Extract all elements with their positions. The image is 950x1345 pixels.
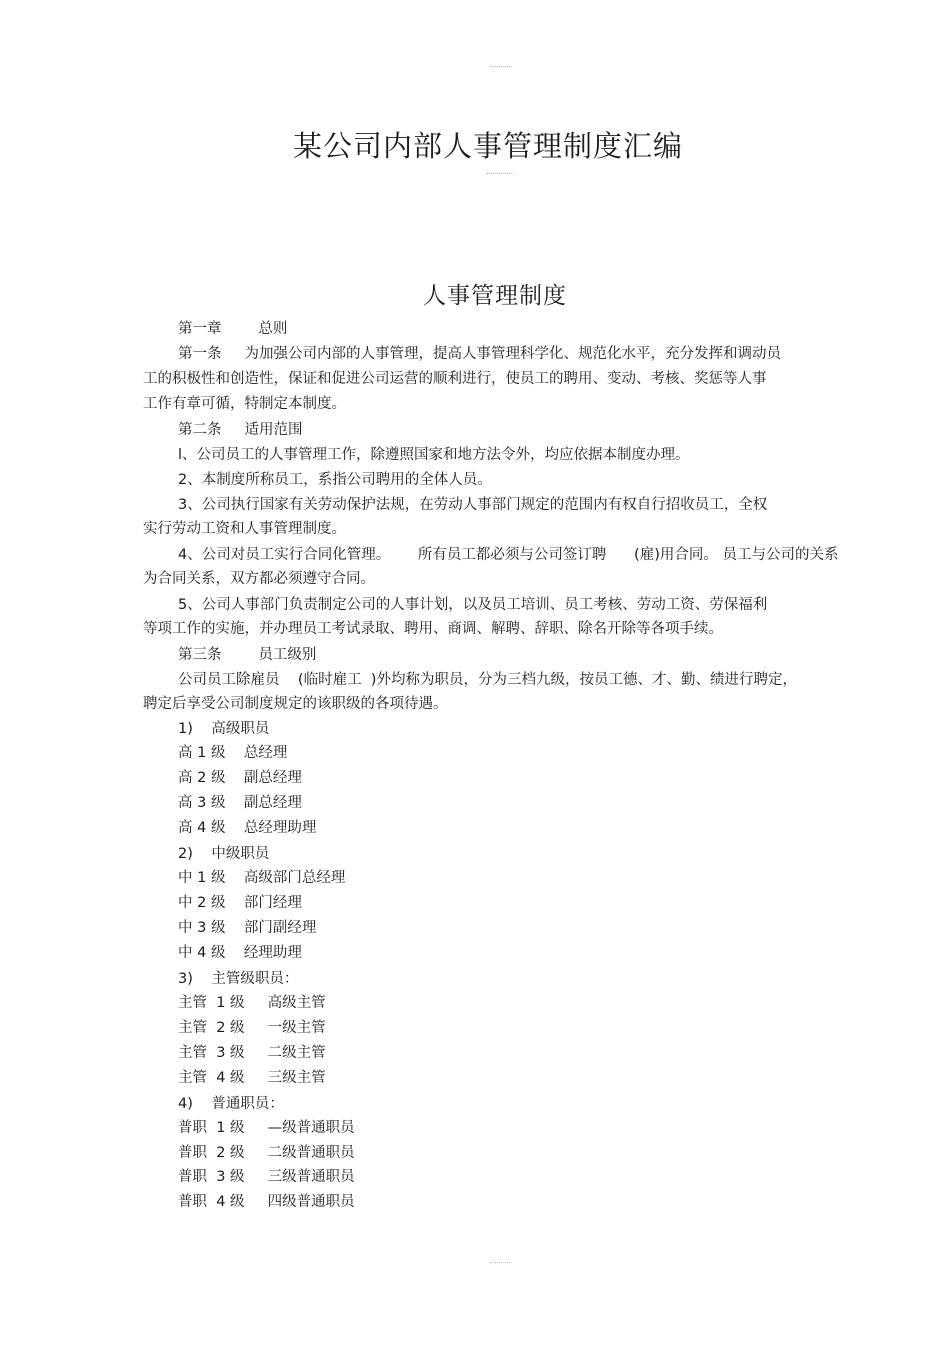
grade-item: 高 3 级 副总经理 <box>178 795 302 811</box>
article-heading: 第二条 适用范围 <box>178 422 303 438</box>
article-line: 工作有章可循，特制定本制度。 <box>143 396 346 412</box>
document-title: 某公司内部人事管理制度汇编 <box>292 129 683 163</box>
clause-line: 实行劳动工资和人事管理制度。 <box>143 521 346 537</box>
grade-group-heading: 1) 高级职员 <box>178 721 270 737</box>
grade-item: 普职 3 级 三级普通职员 <box>178 1169 355 1185</box>
grade-item: 主管 2 级 一级主管 <box>178 1020 326 1036</box>
header-dots <box>490 66 512 67</box>
article-line: 聘定后享受公司制度规定的该职级的各项待遇。 <box>143 696 448 712</box>
grade-group-heading: 4) 普通职员： <box>178 1096 284 1112</box>
grade-item: 中 2 级 部门经理 <box>178 895 302 911</box>
article-line: 工的积极性和创造性，保证和促进公司运营的顺利进行，使员工的聘用、变动、考核、奖惩等人事 <box>143 371 767 387</box>
clause-line: 2、本制度所称员工，系指公司聘用的全体人员。 <box>178 472 492 488</box>
article-heading: 第三条 员工级别 <box>178 647 317 663</box>
grade-item: 高 1 级 总经理 <box>178 745 288 761</box>
grade-item: 高 2 级 副总经理 <box>178 770 302 786</box>
clause-line: 3、公司执行国家有关劳动保护法规，在劳动人事部门规定的范围内有权自行招收员工，全权 <box>178 497 768 513</box>
grade-item: 普职 2 级 二级普通职员 <box>178 1145 355 1161</box>
title-underline-dots <box>486 173 514 174</box>
grade-group-heading: 3) 主管级职员： <box>178 971 299 987</box>
grade-item: 主管 4 级 三级主管 <box>178 1070 326 1086</box>
clause-line: 为合同关系，双方都必须遵守合同。 <box>143 571 375 587</box>
section-title: 人事管理制度 <box>423 283 567 309</box>
grade-item: 主管 1 级 高级主管 <box>178 995 326 1011</box>
clause-line: 4、公司对员工实行合同化管理。 所有员工都必须与公司签订聘 (雇)用合同。 员工与公司的关系 <box>178 547 839 563</box>
grade-item: 中 4 级 经理助理 <box>178 945 302 961</box>
clause-line: 等项工作的实施，并办理员工考试录取、聘用、商调、解聘、辞职、除名开除等各项手续。 <box>143 621 723 637</box>
grade-item: 普职 1 级 —级普通职员 <box>178 1120 355 1136</box>
footer-dots <box>490 1262 512 1263</box>
article-line: 公司员工除雇员 (临时雇工 )外均称为职员，分为三档九级，按员工德、才、勤、绩进行聘定， <box>178 672 797 688</box>
grade-item: 高 4 级 总经理助理 <box>178 820 317 836</box>
clause-line: l、公司员工的人事管理工作，除遵照国家和地方法令外，均应依据本制度办理。 <box>178 447 690 463</box>
grade-group-heading: 2) 中级职员 <box>178 846 270 862</box>
article-line: 第一条 为加强公司内部的人事管理，提高人事管理科学化、规范化水平，充分发挥和调动员 <box>178 346 782 362</box>
grade-item: 中 1 级 高级部门总经理 <box>178 870 346 886</box>
grade-item: 主管 3 级 二级主管 <box>178 1045 326 1061</box>
grade-item: 中 3 级 部门副经理 <box>178 920 317 936</box>
grade-item: 普职 4 级 四级普通职员 <box>178 1194 355 1210</box>
chapter-heading: 第一章 总则 <box>178 321 288 337</box>
clause-line: 5、公司人事部门负责制定公司的人事计划，以及员工培训、员工考核、劳动工资、劳保福利 <box>178 597 768 613</box>
